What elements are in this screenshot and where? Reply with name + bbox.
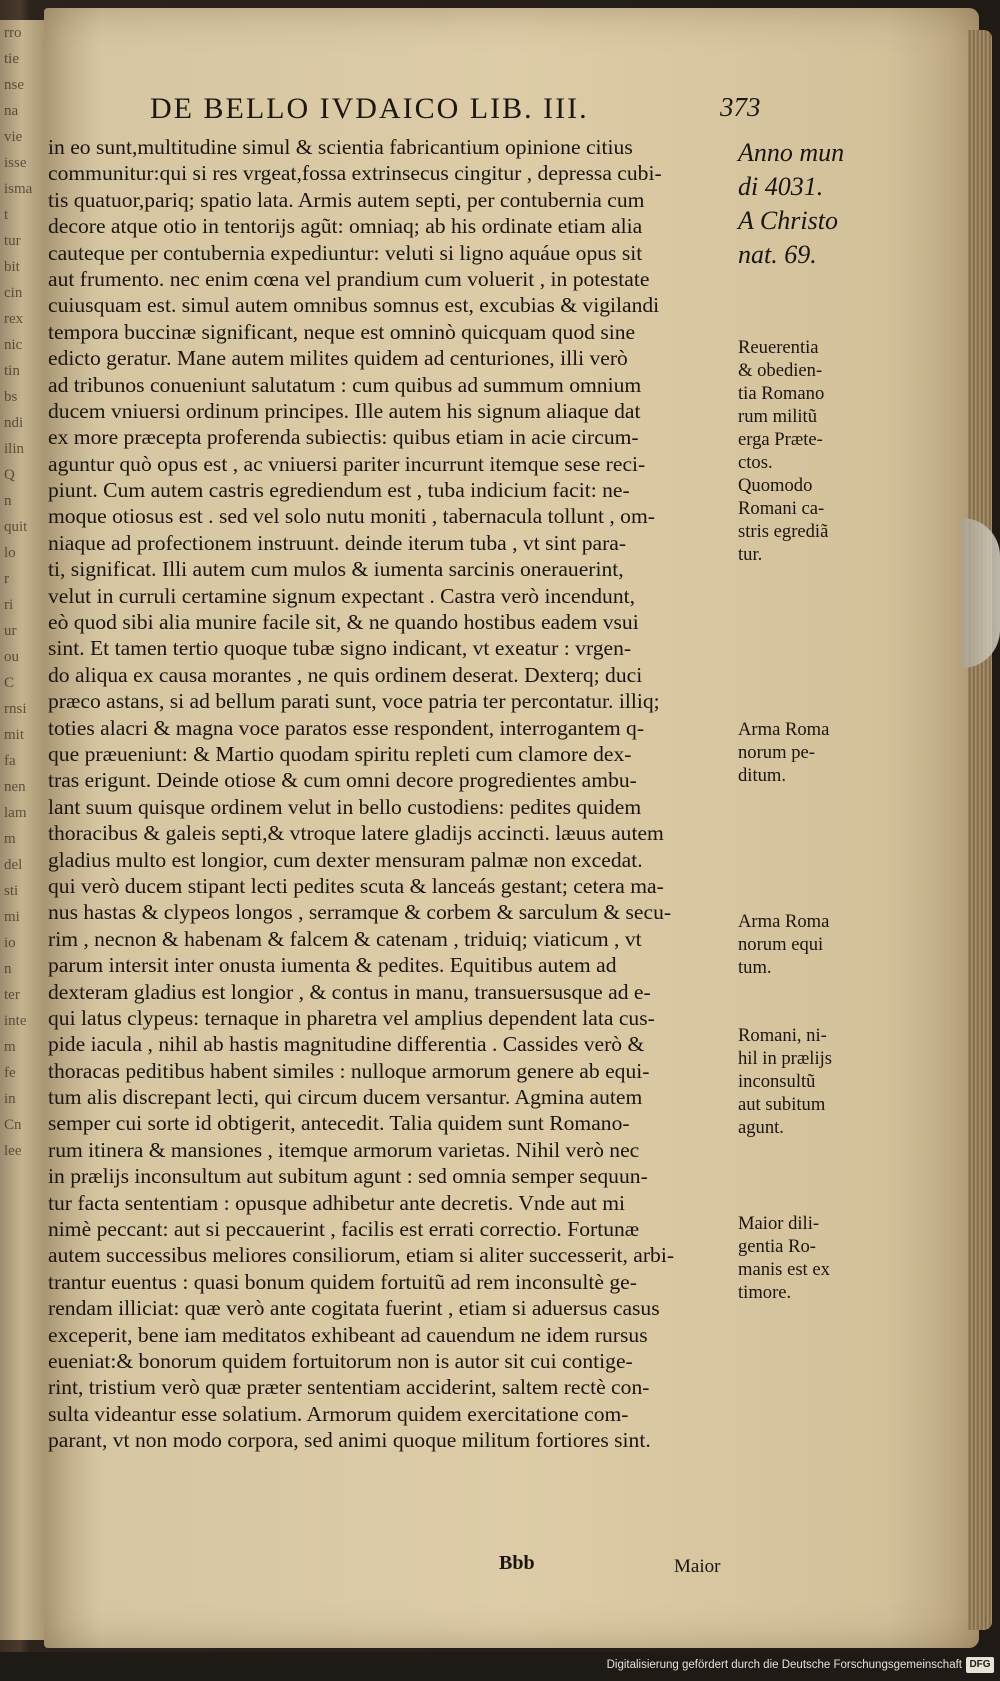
text-line: do aliqua ex causa morantes , ne quis ordinem deserat. Dexterq; duci	[48, 662, 643, 687]
sidenote-line: & obedien-	[738, 360, 823, 381]
text-line: thoracibus & galeis septi,& vtroque latere gladijs accincti. læuus autem	[48, 821, 664, 846]
sidenote-reverence	[738, 336, 868, 474]
text-line: trantur euentus : quasi bonum quidem fortuitũ ad rem inconsultè ge-	[48, 1269, 637, 1294]
text-line: ti, significat. Illi autem cum mulos & iumenta sarcinis onerauerint,	[48, 557, 624, 582]
running-header	[150, 92, 850, 126]
left-facing-page-edge	[0, 20, 44, 1640]
text-line: nimè peccant: aut si peccauerint , facilis est errati correctio. Fortunæ	[48, 1217, 640, 1242]
text-line: que præueniunt: & Martio quodam spiritu repleti cum clamore dex-	[48, 741, 632, 766]
sidenote-line: hil in prælijs	[738, 1048, 833, 1069]
sidenote-line: inconsultũ	[738, 1071, 816, 1092]
dfg-logo: DFG	[966, 1657, 994, 1673]
text-line: rum itinera & mansiones , itemque armorum varietas. Nihil verò nec	[48, 1137, 640, 1162]
text-line: cauteque per contubernia expediuntur: veluti si ligno aquáue opus sit	[48, 240, 643, 265]
text-line: sint. Et tamen tertio quoque tubæ signo indicant, vt exeatur : vrgen-	[48, 636, 632, 661]
text-line: nus hastas & clypeos longos , serramque & corbem & sarculum & secu-	[48, 900, 672, 925]
text-line: lant suum quisque ordinem velut in bello custodiens: pedites quidem	[48, 794, 642, 819]
sidenote-line: Romani, ni-	[738, 1025, 827, 1046]
text-line: ex more præcepta proferenda subiectis: quibus etiam in acie circum-	[48, 425, 639, 450]
text-line: sulta videantur esse solatium. Armorum quidem exercitatione com-	[48, 1401, 629, 1426]
sidenote-line: ditum.	[738, 765, 787, 786]
sidenote-line: Romani ca-	[738, 498, 825, 519]
sidenote-line: aut subitum	[738, 1094, 826, 1115]
sidenote-line: Arma Roma	[738, 911, 830, 932]
text-line: ducem vniuersi ordinum principes. Ille autem his signum aliaque dat	[48, 398, 641, 423]
sidenote-line: Anno mun	[738, 138, 845, 167]
text-line: aguntur quò opus est , ac vniuersi pariter incurrunt itemque sese reci-	[48, 451, 646, 476]
sidenote-diligence	[738, 1212, 868, 1304]
text-line: edicto geratur. Mane autem milites quidem ad centuriones, illi verò	[48, 346, 628, 371]
text-line: tur facta sententiam : opusque adhibetur ante decretis. Vnde aut mi	[48, 1190, 626, 1215]
text-line: communitur:qui si res vrgeat,fossa extrinsecus cingitur , depressa cubi-	[48, 161, 662, 186]
text-line: eò quod sibi alia munire facile sit, & ne quando hostibus eadem vsui	[48, 610, 639, 635]
text-line: eueniat:& bonorum quidem fortuitorum non is autor sit cui contige-	[48, 1348, 633, 1373]
sidenote-line: timore.	[738, 1282, 792, 1303]
sidenote-line: gentia Ro-	[738, 1236, 816, 1257]
sidenote-line: Arma Roma	[738, 719, 830, 740]
left-page-fragment-text: rro tie nse na vie isse isma t tur bit cin rex nic tin bs ndi ilin Q n quit lo r ri ur ou C rnsi mit fa nen lam m del sti mi io n ter inte m fe in Cn lee	[4, 25, 33, 1159]
text-line: semper cui sorte id obtigerit, antecedit. Talia quidem sunt Romano-	[48, 1111, 630, 1136]
sidenote-line: rum militũ	[738, 406, 818, 427]
sidenote-line: A Christo	[738, 206, 838, 235]
sidenote-line: stris egrediã	[738, 521, 829, 542]
text-line: aut frumento. nec enim cœna vel prandium cum voluerit , in potestate	[48, 266, 650, 291]
sidenote-line: Maior dili-	[738, 1213, 820, 1234]
text-line: rim , necnon & habenam & falcem & catenam , triduiq; viaticum , vt	[48, 926, 642, 951]
sidenote-line: nat. 69.	[738, 240, 817, 269]
text-line: in prælijs inconsultum aut subitum agunt : sed omnia semper sequun-	[48, 1164, 648, 1189]
sidenote-nothing-rash	[738, 1024, 868, 1139]
text-line: cuiusquam est. simul autem omnibus somnus est, excubias & vigilandi	[48, 293, 660, 318]
text-line: qui verò ducem stipant lecti pedites scuta & lanceás gestant; cetera ma-	[48, 873, 664, 898]
text-line: rendam illiciat: quæ verò ante cogitata fuerint , etiam si aduersus casus	[48, 1296, 660, 1321]
sidenote-line: di 4031.	[738, 172, 824, 201]
sidenote-line: erga Præte-	[738, 429, 823, 450]
sidenote-line: Quomodo	[738, 475, 813, 496]
sidenote-line: Reuerentia	[738, 337, 819, 358]
text-line: præco astans, si ad bellum parati sunt, voce patria ter percontatur. illiq;	[48, 689, 660, 714]
text-line: in eo sunt,multitudine simul & scientia fabricantium opinione citius	[48, 135, 633, 159]
sidenote-line: norum equi	[738, 934, 824, 955]
main-text-block	[48, 134, 728, 1454]
sidenote-line: agunt.	[738, 1117, 784, 1138]
page-clip-marker	[962, 518, 1000, 668]
sidenote-horse-arms	[738, 910, 868, 979]
text-line: thoracas peditibus habent similes : nulloque armorum genere ab equi-	[48, 1058, 650, 1083]
text-line: tis quatuor,pariq; spatio lata. Armis autem septi, per contubernia cum	[48, 187, 645, 212]
text-line: velut in curruli certamine signum expectant . Castra verò incendunt,	[48, 583, 636, 608]
text-line: exceperit, bene iam meditatos exhibeant ad cauendum ne idem rursus	[48, 1322, 648, 1347]
sidenote-line: manis est ex	[738, 1259, 830, 1280]
text-line: niaque ad profectionem instruunt. deinde iterum tuba , vt sint para-	[48, 530, 627, 555]
text-line: pide iacula , nihil ab hastis magnitudine differentia . Cassides verò &	[48, 1032, 645, 1057]
text-line: rint, tristium verò quæ præter sententiam acciderint, saltem rectè con-	[48, 1375, 650, 1400]
text-line: toties alacri & magna voce paratos esse respondent, interrogantem q-	[48, 715, 645, 740]
text-line: moque otiosus est . sed vel solo nutu moniti , tabernacula tollunt , om-	[48, 504, 655, 529]
text-line: autem successibus meliores consiliorum, etiam si aliter successerit, arbi-	[48, 1243, 675, 1268]
sidenote-line: ctos.	[738, 452, 773, 473]
catchword: Maior	[674, 1556, 721, 1577]
sidenote-line: tur.	[738, 544, 763, 565]
folio-number: 373	[720, 92, 761, 122]
text-line: tras erigunt. Deinde otiose & cum omni decore progredientes ambu-	[48, 768, 637, 793]
text-line: tum alis discrepant lecti, qui circum ducem versantur. Agmina autem	[48, 1085, 643, 1110]
text-line: decore atque otio in tentorijs agũt: omniaq; ab his ordinate etiam alia	[48, 214, 643, 239]
text-line: parum intersit inter onusta iumenta & pedites. Equitibus autem ad	[48, 953, 617, 978]
text-line: piunt. Cum autem castris egrediendum est , tuba indicium facit: ne-	[48, 478, 630, 503]
sidenote-line: tum.	[738, 957, 772, 978]
text-line: parant, vt non modo corpora, sed animi quoque militum fortiores sint.	[48, 1428, 651, 1453]
sidenote-line: tia Romano	[738, 383, 825, 404]
sidenote-year	[738, 136, 868, 272]
sidenote-line: norum pe-	[738, 742, 815, 763]
funding-credit: Digitalisierung gefördert durch die Deutsche Forschungsgemeinschaft	[606, 1659, 962, 1671]
text-line: dexteram gladius est longior , & contus in manu, transuersusque ad e-	[48, 979, 651, 1004]
text-line: qui latus clypeus: ternaque in pharetra vel amplius dependent lata cus-	[48, 1005, 655, 1030]
text-line: tempora buccinæ significant, neque est omninò quicquam quod sine	[48, 319, 636, 344]
digitization-footer	[0, 1652, 1000, 1681]
sidenote-foot-arms	[738, 718, 868, 787]
text-line: gladius multo est longior, cum dexter mensuram palmæ non excedat.	[48, 847, 643, 872]
page-stack-edge	[968, 30, 992, 1630]
sidenote-departure	[738, 474, 868, 566]
signature-mark: Bbb	[499, 1552, 535, 1574]
text-line: ad tribunos conueniunt salutatum : cum quibus ad summum omnium	[48, 372, 642, 397]
running-title: DE BELLO IVDAICO LIB. III.	[150, 92, 589, 125]
